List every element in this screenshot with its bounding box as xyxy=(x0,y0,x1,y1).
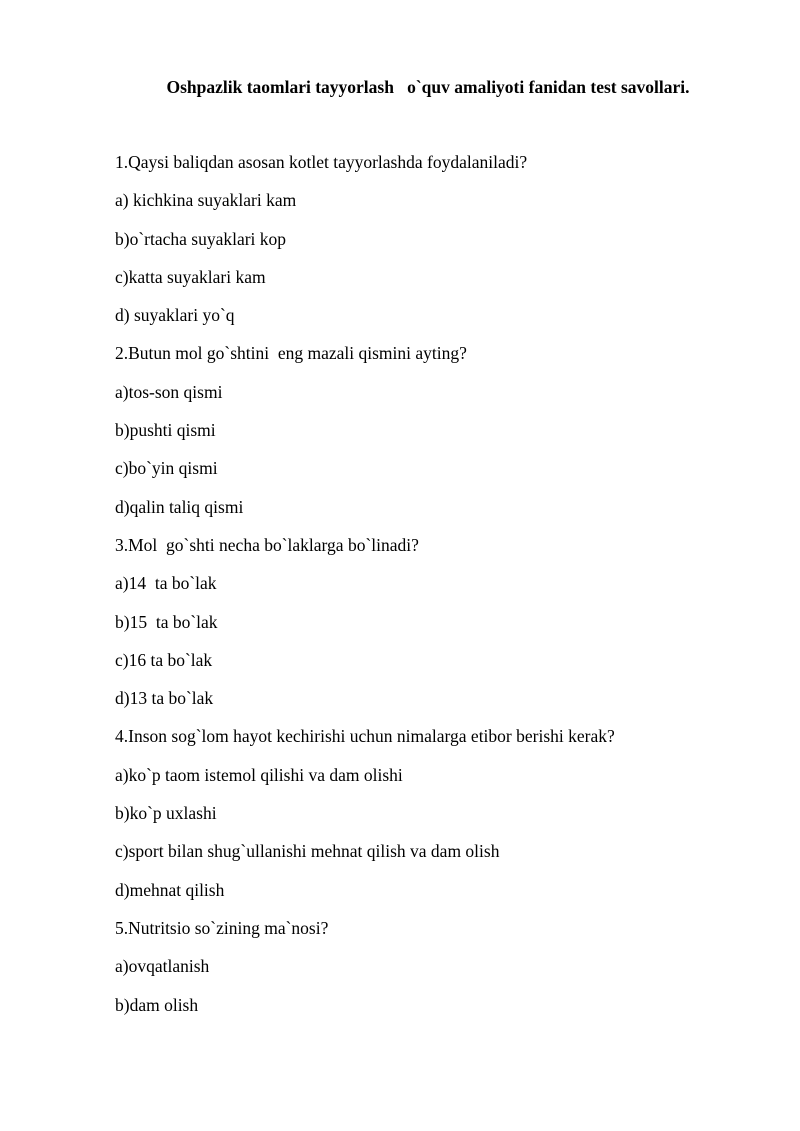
question-1-option-d: d) suyaklari yo`q xyxy=(115,305,235,326)
question-1-option-b: b)o`rtacha suyaklari kop xyxy=(115,228,287,249)
question-5-option-a: a)ovqatlanish xyxy=(115,956,210,977)
question-2: 2.Butun mol go`shtini eng mazali qismini ayting? xyxy=(115,343,467,364)
question-4-option-c: c)sport bilan shug`ullanishi mehnat qilish va dam olish xyxy=(115,841,500,862)
question-3-option-a: a)14 ta bo`lak xyxy=(115,573,217,594)
question-2-option-a: a)tos-son qismi xyxy=(115,381,223,402)
question-5: 5.Nutritsio so`zining ma`nosi? xyxy=(115,917,329,938)
question-3: 3.Mol go`shti necha bo`laklarga bo`linadi? xyxy=(115,534,419,555)
question-4-option-b: b)ko`p uxlashi xyxy=(115,803,217,824)
question-list xyxy=(115,151,755,1032)
question-4-option-d: d)mehnat qilish xyxy=(115,879,225,900)
question-5-option-b: b)dam olish xyxy=(115,994,199,1015)
question-3-option-d: d)13 ta bo`lak xyxy=(115,688,214,709)
question-2-option-c: c)bo`yin qismi xyxy=(115,458,218,479)
question-3-option-c: c)16 ta bo`lak xyxy=(115,649,213,670)
question-2-option-d: d)qalin taliq qismi xyxy=(115,496,244,517)
document-title: Oshpazlik taomlari tayyorlash o`quv amaliyoti fanidan test savollari. xyxy=(166,77,690,97)
question-4: 4.Inson sog`lom hayot kechirishi uchun nimalarga etibor berishi kerak? xyxy=(115,726,615,747)
question-1: 1.Qaysi baliqdan asosan kotlet tayyorlashda foydalaniladi? xyxy=(115,152,528,172)
question-2-option-b: b)pushti qismi xyxy=(115,420,216,441)
question-3-option-b: b)15 ta bo`lak xyxy=(115,611,218,632)
question-4-option-a: a)ko`p taom istemol qilishi va dam olishi xyxy=(115,764,403,785)
question-1-option-c: c)katta suyaklari kam xyxy=(115,266,266,287)
question-1-option-a: a) kichkina suyaklari kam xyxy=(115,190,297,211)
